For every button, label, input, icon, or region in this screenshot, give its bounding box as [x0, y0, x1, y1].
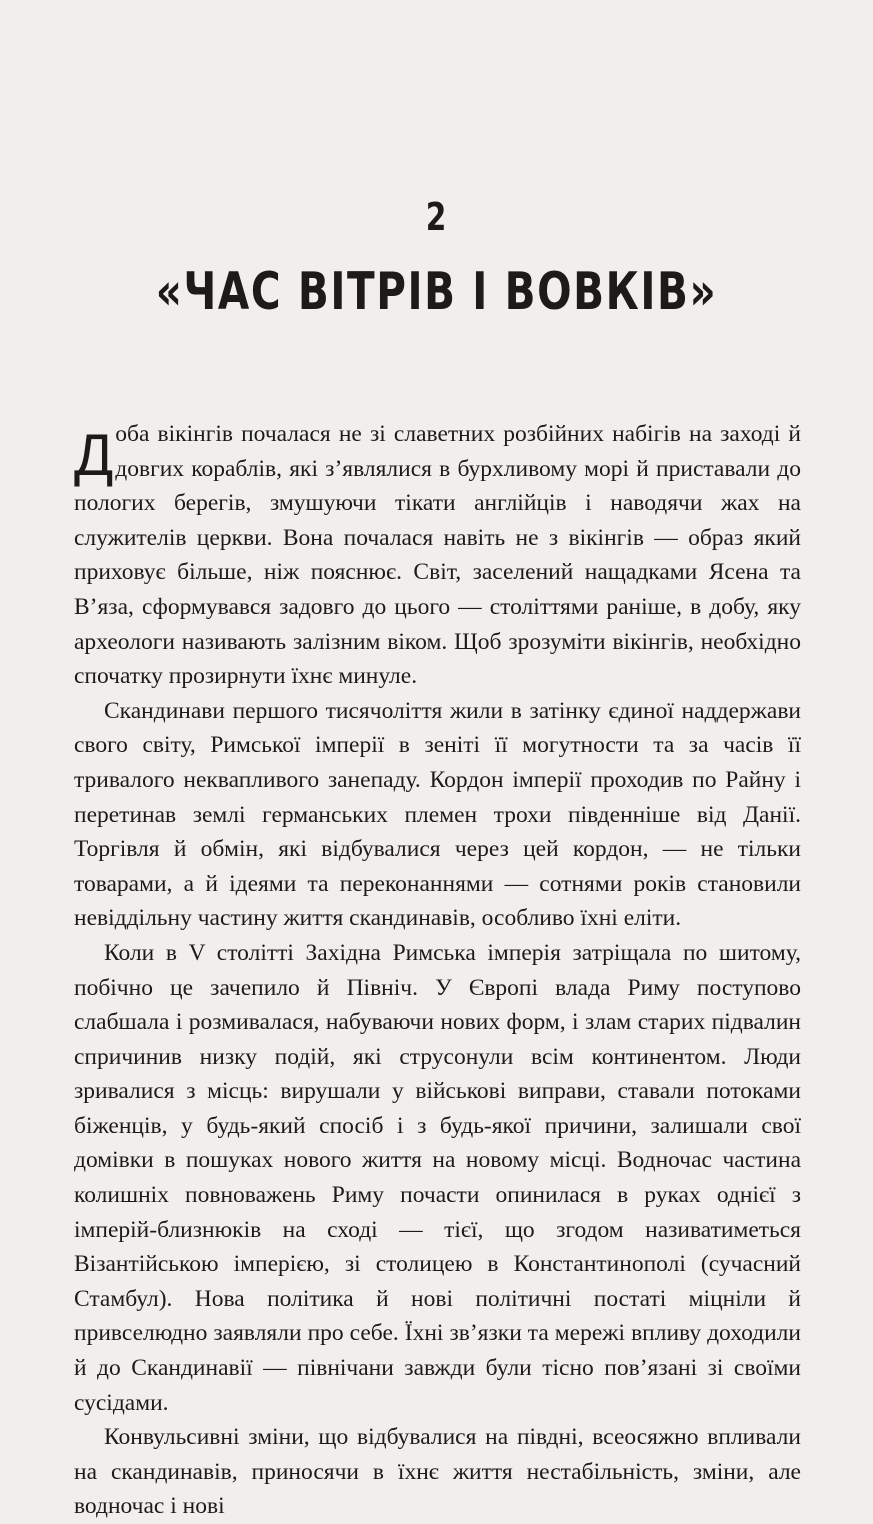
chapter-title: «ЧАС ВІТРІВ І ВОВКІВ»	[155, 262, 718, 322]
chapter-body	[74, 417, 801, 1524]
chapter-number: 2	[425, 195, 448, 239]
drop-cap: Д	[74, 423, 114, 488]
paragraph-3: Коли в V столітті Західна Римська імперія затріщала по шитому, побічно це зачепило й Північ. У Європі влада Риму поступово слабшала і розмивалася, набуваючи нових форм, і злам старих підвалин спричинив низку подій, які струсонули всім континентом. Люди зривалися з місць: вирушали у військові виправи, ставали потоками біженців, у будь-який спосіб і з будь-якої причини, залишали свої домівки в пошуках нового життя на новому місці. Водночас частина колишніх повноважень Риму почасти опинилася в руках однієї з імперій-близнюків на сході — тієї, що згодом називатиметься Візантійською імперією, зі столицею в Константинополі (сучасний Стамбул). Нова політика й нові політичні постаті міцніли й привселюдно заявляли про себе. Їхні зв’язки та мережі впливу доходили й до Скандинавії — північани завжди були тісно пов’язані зі своїми сусідами.	[74, 939, 801, 1416]
paragraph-2: Скандинави першого тисячоліття жили в затінку єдиної наддержави свого світу, Римської імперії в зеніті її могутности та за часів її тривалого неквапливого занепаду. Кордон імперії проходив по Райну і перетинав землі германських племен трохи південніше від Данії. Торгівля й обмін, які відбувалися через цей кордон, — не тільки товарами, а й ідеями та переконаннями — сотнями років становили невіддільну частину життя скандинавів, особливо їхні еліти.	[74, 697, 801, 932]
paragraph-1-text: оба вікінгів почалася не зі славетних розбійних набігів на заході й довгих кораблів, які з’являлися в бурхливому морі й приставали до пологих берегів, змушуючи тікати англійців і наводячи жах на служителів церкви. Вона почалася навіть не з вікінгів — образ який приховує більше, ніж пояснює. Світ, заселений нащадками Ясена та В’яза, сформувався задовго до цього — століттями раніше, в добу, яку археологи називають залізним віком. Щоб зрозуміти вікінгів, необхідно спочатку прозирнути їхнє минуле.	[74, 421, 801, 690]
paragraph-4: Конвульсивні зміни, що відбувалися на півдні, всеосяжно впливали на скандинавів, приносячи в їхнє життя нестабільність, зміни, але водночас і нові	[74, 1424, 801, 1520]
paragraph-1	[74, 417, 801, 694]
